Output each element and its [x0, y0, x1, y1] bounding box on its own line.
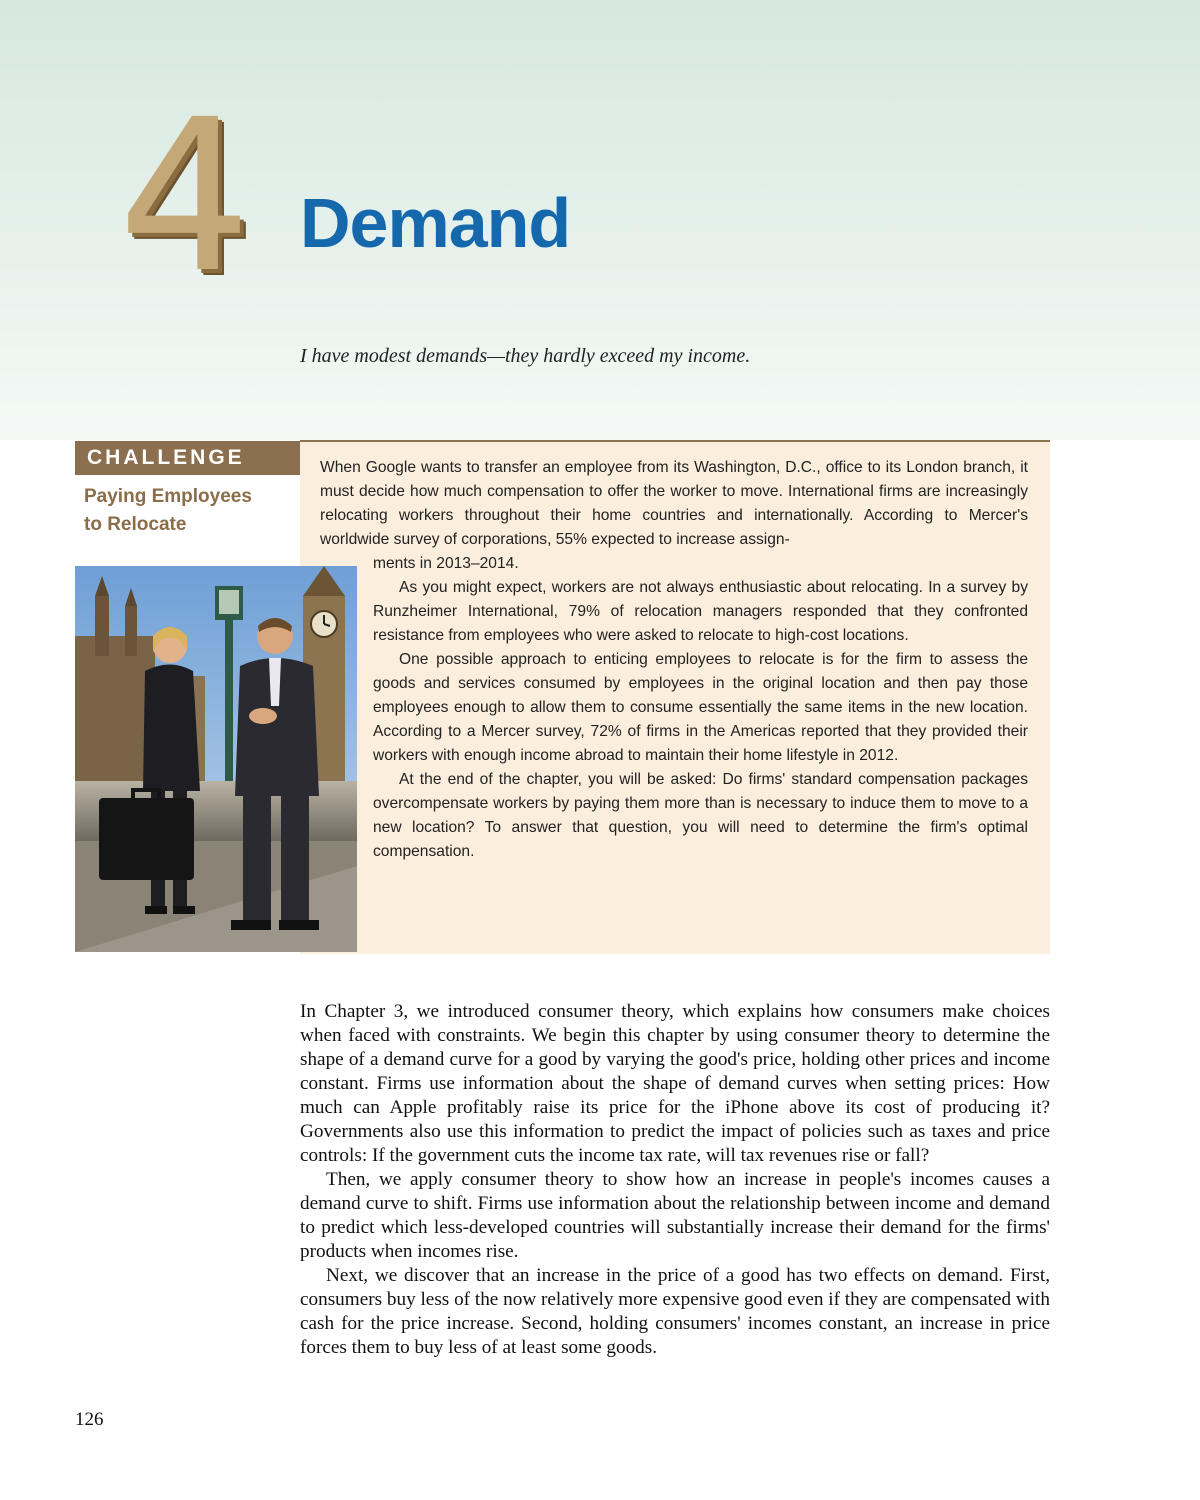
- body-paragraph-2: Then, we apply consumer theory to show how an increase in people's incomes causes a demand curve to shift. Firms use information about the relationship between income and demand to predict which less-developed countries will substantially increase their demand for the firms' products when incomes rise.: [300, 1169, 1050, 1262]
- challenge-label: CHALLENGE: [75, 441, 300, 475]
- chapter-epigraph: I have modest demands—they hardly exceed my income.: [300, 345, 751, 367]
- challenge-text-continued: [373, 552, 1028, 864]
- challenge-p1-bottom: ments in 2013–2014.: [373, 555, 519, 572]
- photo-illustration: [75, 566, 357, 952]
- chapter-number: 4: [118, 74, 248, 319]
- challenge-p4: At the end of the chapter, you will be asked: Do firms' standard compensation packages overcompensate workers by paying them more than is necessary to induce them to move to a new location? To answer that question, you will need to determine the firm's optimal compensation.: [373, 771, 1028, 860]
- challenge-subtitle-line1: Paying Employees: [84, 486, 252, 507]
- challenge-subtitle-line2: to Relocate: [84, 514, 187, 535]
- page-number: 126: [75, 1409, 104, 1430]
- challenge-p1-top: When Google wants to transfer an employee from its Washington, D.C., office to its London branch, it must decide how much compensation to offer the worker to move. International firms are increasingly relocating workers throughout their home countries and internationally. According to Mercer's worldwide survey of corporations, 55% expected to increase assign-: [320, 459, 1028, 548]
- body-text: [300, 1000, 1050, 1360]
- body-paragraph-3: Next, we discover that an increase in the price of a good has two effects on demand. First, consumers buy less of the now relatively more expensive good even if they are compensated with cash for the price increase. Second, holding consumers' incomes constant, an increase in price forces them to buy less of at least some goods.: [300, 1265, 1050, 1358]
- chapter-title: Demand: [300, 184, 571, 262]
- challenge-paragraph-1: [320, 456, 1028, 552]
- business-people-photo: [75, 566, 357, 952]
- body-paragraph-1: In Chapter 3, we introduced consumer theory, which explains how consumers make choices when faced with constraints. We begin this chapter by using consumer theory to determine the shape of a demand curve for a good by varying the good's price, holding other prices and income constant. Firms use information about the shape of demand curves when setting prices: How much can Apple profitably raise its price for the iPhone above its cost of producing it? Governments also use this information to predict the impact of policies such as taxes and price controls: If the government cuts the income tax rate, will tax revenues rise or fall?: [300, 1001, 1050, 1166]
- challenge-p2: As you might expect, workers are not always enthusiastic about relocating. In a survey by Runzheimer International, 79% of relocation managers responded that they confronted resistance from employees who were asked to relocate to high-cost locations.: [373, 579, 1028, 644]
- challenge-subtitle: [84, 483, 294, 539]
- challenge-p3: One possible approach to enticing employees to relocate is for the firm to assess the goods and services consumed by employees in the original location and then pay those employees enough to allow them to consume essentially the same items in the new location. According to a Mercer survey, 72% of firms in the Americas reported that they provided their workers with enough income abroad to maintain their home lifestyle in 2012.: [373, 651, 1028, 764]
